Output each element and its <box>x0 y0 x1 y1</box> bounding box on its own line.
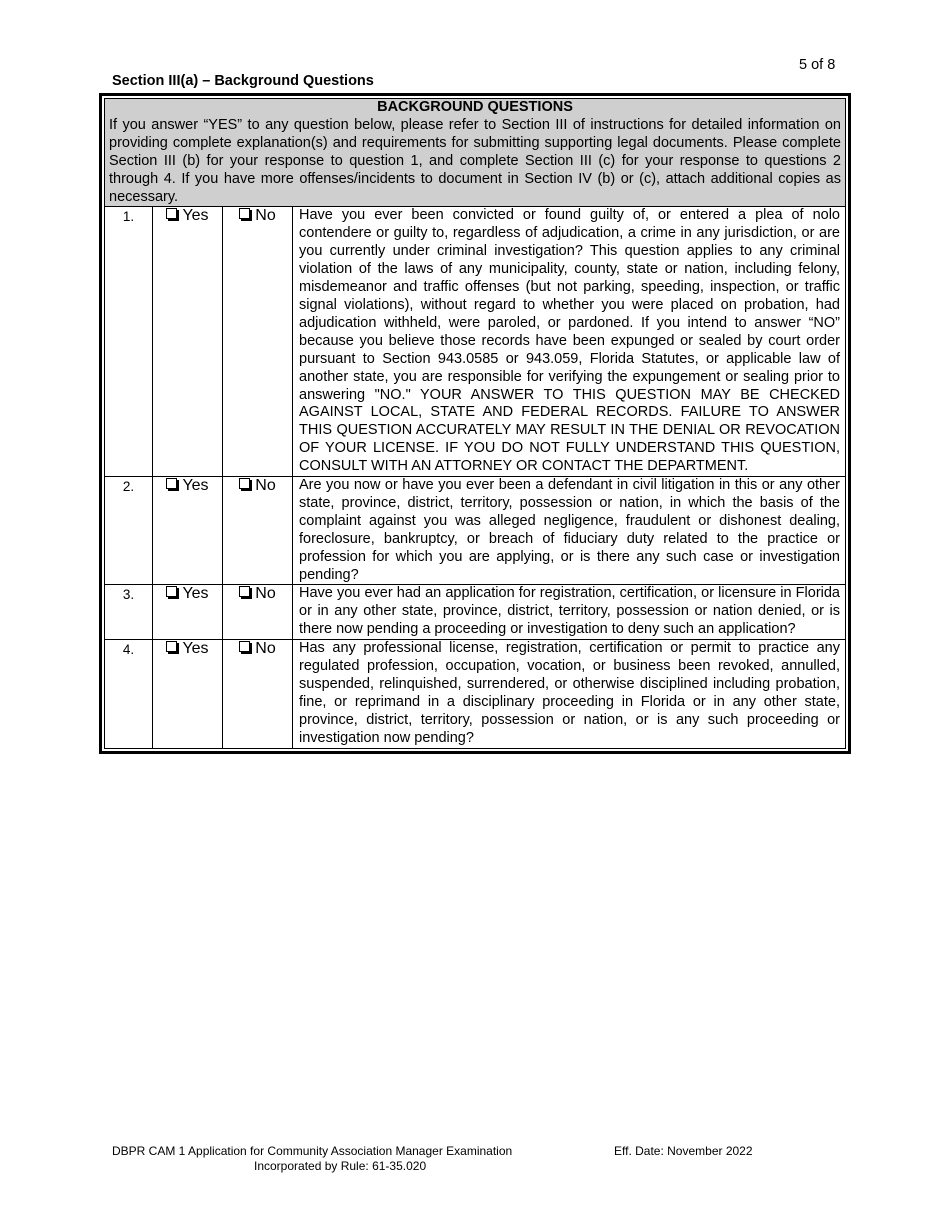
no-option[interactable] <box>223 585 293 640</box>
footer-eff-date: Eff. Date: November 2022 <box>614 1144 753 1158</box>
yes-option[interactable] <box>153 477 223 585</box>
no-checkbox-icon[interactable] <box>239 208 250 219</box>
no-checkbox-icon[interactable] <box>239 641 250 652</box>
yes-option[interactable] <box>153 640 223 748</box>
yes-label: Yes <box>182 207 209 225</box>
question-row <box>105 477 846 585</box>
yes-option[interactable] <box>153 585 223 640</box>
yes-label: Yes <box>182 640 209 658</box>
table-instructions: If you answer “YES” to any question below, please refer to Section III of instructions for detailed information on providing complete explanation(s) and requirements for submitting supporting legal documents. Please complete Section III (b) for your response to question 1, and complete Section III (c) for your response to questions 2 through 4. If you have more offenses/incidents to document in Section IV (b) or (c), attach additional copies as necessary. <box>109 116 841 205</box>
question-row <box>105 585 846 640</box>
footer-form-name: DBPR CAM 1 Application for Community Association Manager Examination <box>112 1144 513 1158</box>
yes-option[interactable] <box>153 207 223 477</box>
page-number: 5 of 8 <box>799 57 836 73</box>
section-title: Section III(a) – Background Questions <box>112 73 374 89</box>
yes-checkbox-icon[interactable] <box>166 478 177 489</box>
no-option[interactable] <box>223 477 293 585</box>
question-number: 3. <box>105 585 153 640</box>
no-label: No <box>255 585 276 603</box>
yes-label: Yes <box>182 585 209 603</box>
question-number: 1. <box>105 207 153 477</box>
no-label: No <box>255 207 276 225</box>
table-header-row <box>105 99 846 207</box>
question-text: Has any professional license, registration, certification or permit to practice any regulated profession, occupation, vocation, or business been revoked, annulled, suspended, relinquished, surrendered, or otherwise disciplined including probation, fine, or reprimand in a disciplinary proceeding in Florida or in any other state, province, district, territory, possession or nation, or is any such proceeding or investigation now pending? <box>293 640 846 748</box>
background-questions-table <box>99 93 851 754</box>
yes-checkbox-icon[interactable] <box>166 208 177 219</box>
no-checkbox-icon[interactable] <box>239 586 250 597</box>
no-option[interactable] <box>223 640 293 748</box>
yes-checkbox-icon[interactable] <box>166 641 177 652</box>
table-header <box>105 99 846 207</box>
question-text: Have you ever had an application for registration, certification, or licensure in Florida or in any other state, province, district, territory, possession or nation denied, or is there now pending a proceeding or investigation to deny such an application? <box>293 585 846 640</box>
question-row <box>105 207 846 477</box>
yes-checkbox-icon[interactable] <box>166 586 177 597</box>
footer-rule: Incorporated by Rule: 61-35.020 <box>254 1159 427 1173</box>
question-row <box>105 640 846 748</box>
no-label: No <box>255 477 276 495</box>
question-text: Have you ever been convicted or found guilty of, or entered a plea of nolo contendere or guilty to, regardless of adjudication, a crime in any jurisdiction, or are you currently under criminal investigation? This question applies to any criminal violation of the laws of any municipality, county, state or nation, including felony, misdemeanor and traffic offenses (but not parking, speeding, inspection, or traffic signal violations), without regard to whether you were placed on probation, had adjudication withheld, were paroled, or pardoned. If you intend to answer “NO” because you believe those records have been expunged or sealed by court order pursuant to Section 943.0585 or 943.059, Florida Statutes, or applicable law of another state, you are responsible for verifying the expungement or sealing prior to answering "NO." YOUR ANSWER TO THIS QUESTION MAY BE CHECKED AGAINST LOCAL, STATE AND FEDERAL RECORDS. FAILURE TO ANSWER THIS QUESTION ACCURATELY MAY RESULT IN THE DENIAL OR REVOCATION OF YOUR LICENSE. IF YOU DO NOT FULLY UNDERSTAND THIS QUESTION, CONSULT WITH AN ATTORNEY OR CONTACT THE DEPARTMENT. <box>293 207 846 477</box>
question-number: 2. <box>105 477 153 585</box>
question-number: 4. <box>105 640 153 748</box>
question-text: Are you now or have you ever been a defendant in civil litigation in this or any other state, province, district, territory, possession or nation, in which the basis of the complaint against you was alleged negligence, fraudulent or dishonest dealing, foreclosure, bankruptcy, or breach of fiduciary duty related to the practice or profession for which you are applying, or is there any such case or investigation pending? <box>293 477 846 585</box>
no-checkbox-icon[interactable] <box>239 478 250 489</box>
no-label: No <box>255 640 276 658</box>
yes-label: Yes <box>182 477 209 495</box>
no-option[interactable] <box>223 207 293 477</box>
footer-form-info <box>112 1144 512 1174</box>
table-header-title: BACKGROUND QUESTIONS <box>377 99 573 115</box>
